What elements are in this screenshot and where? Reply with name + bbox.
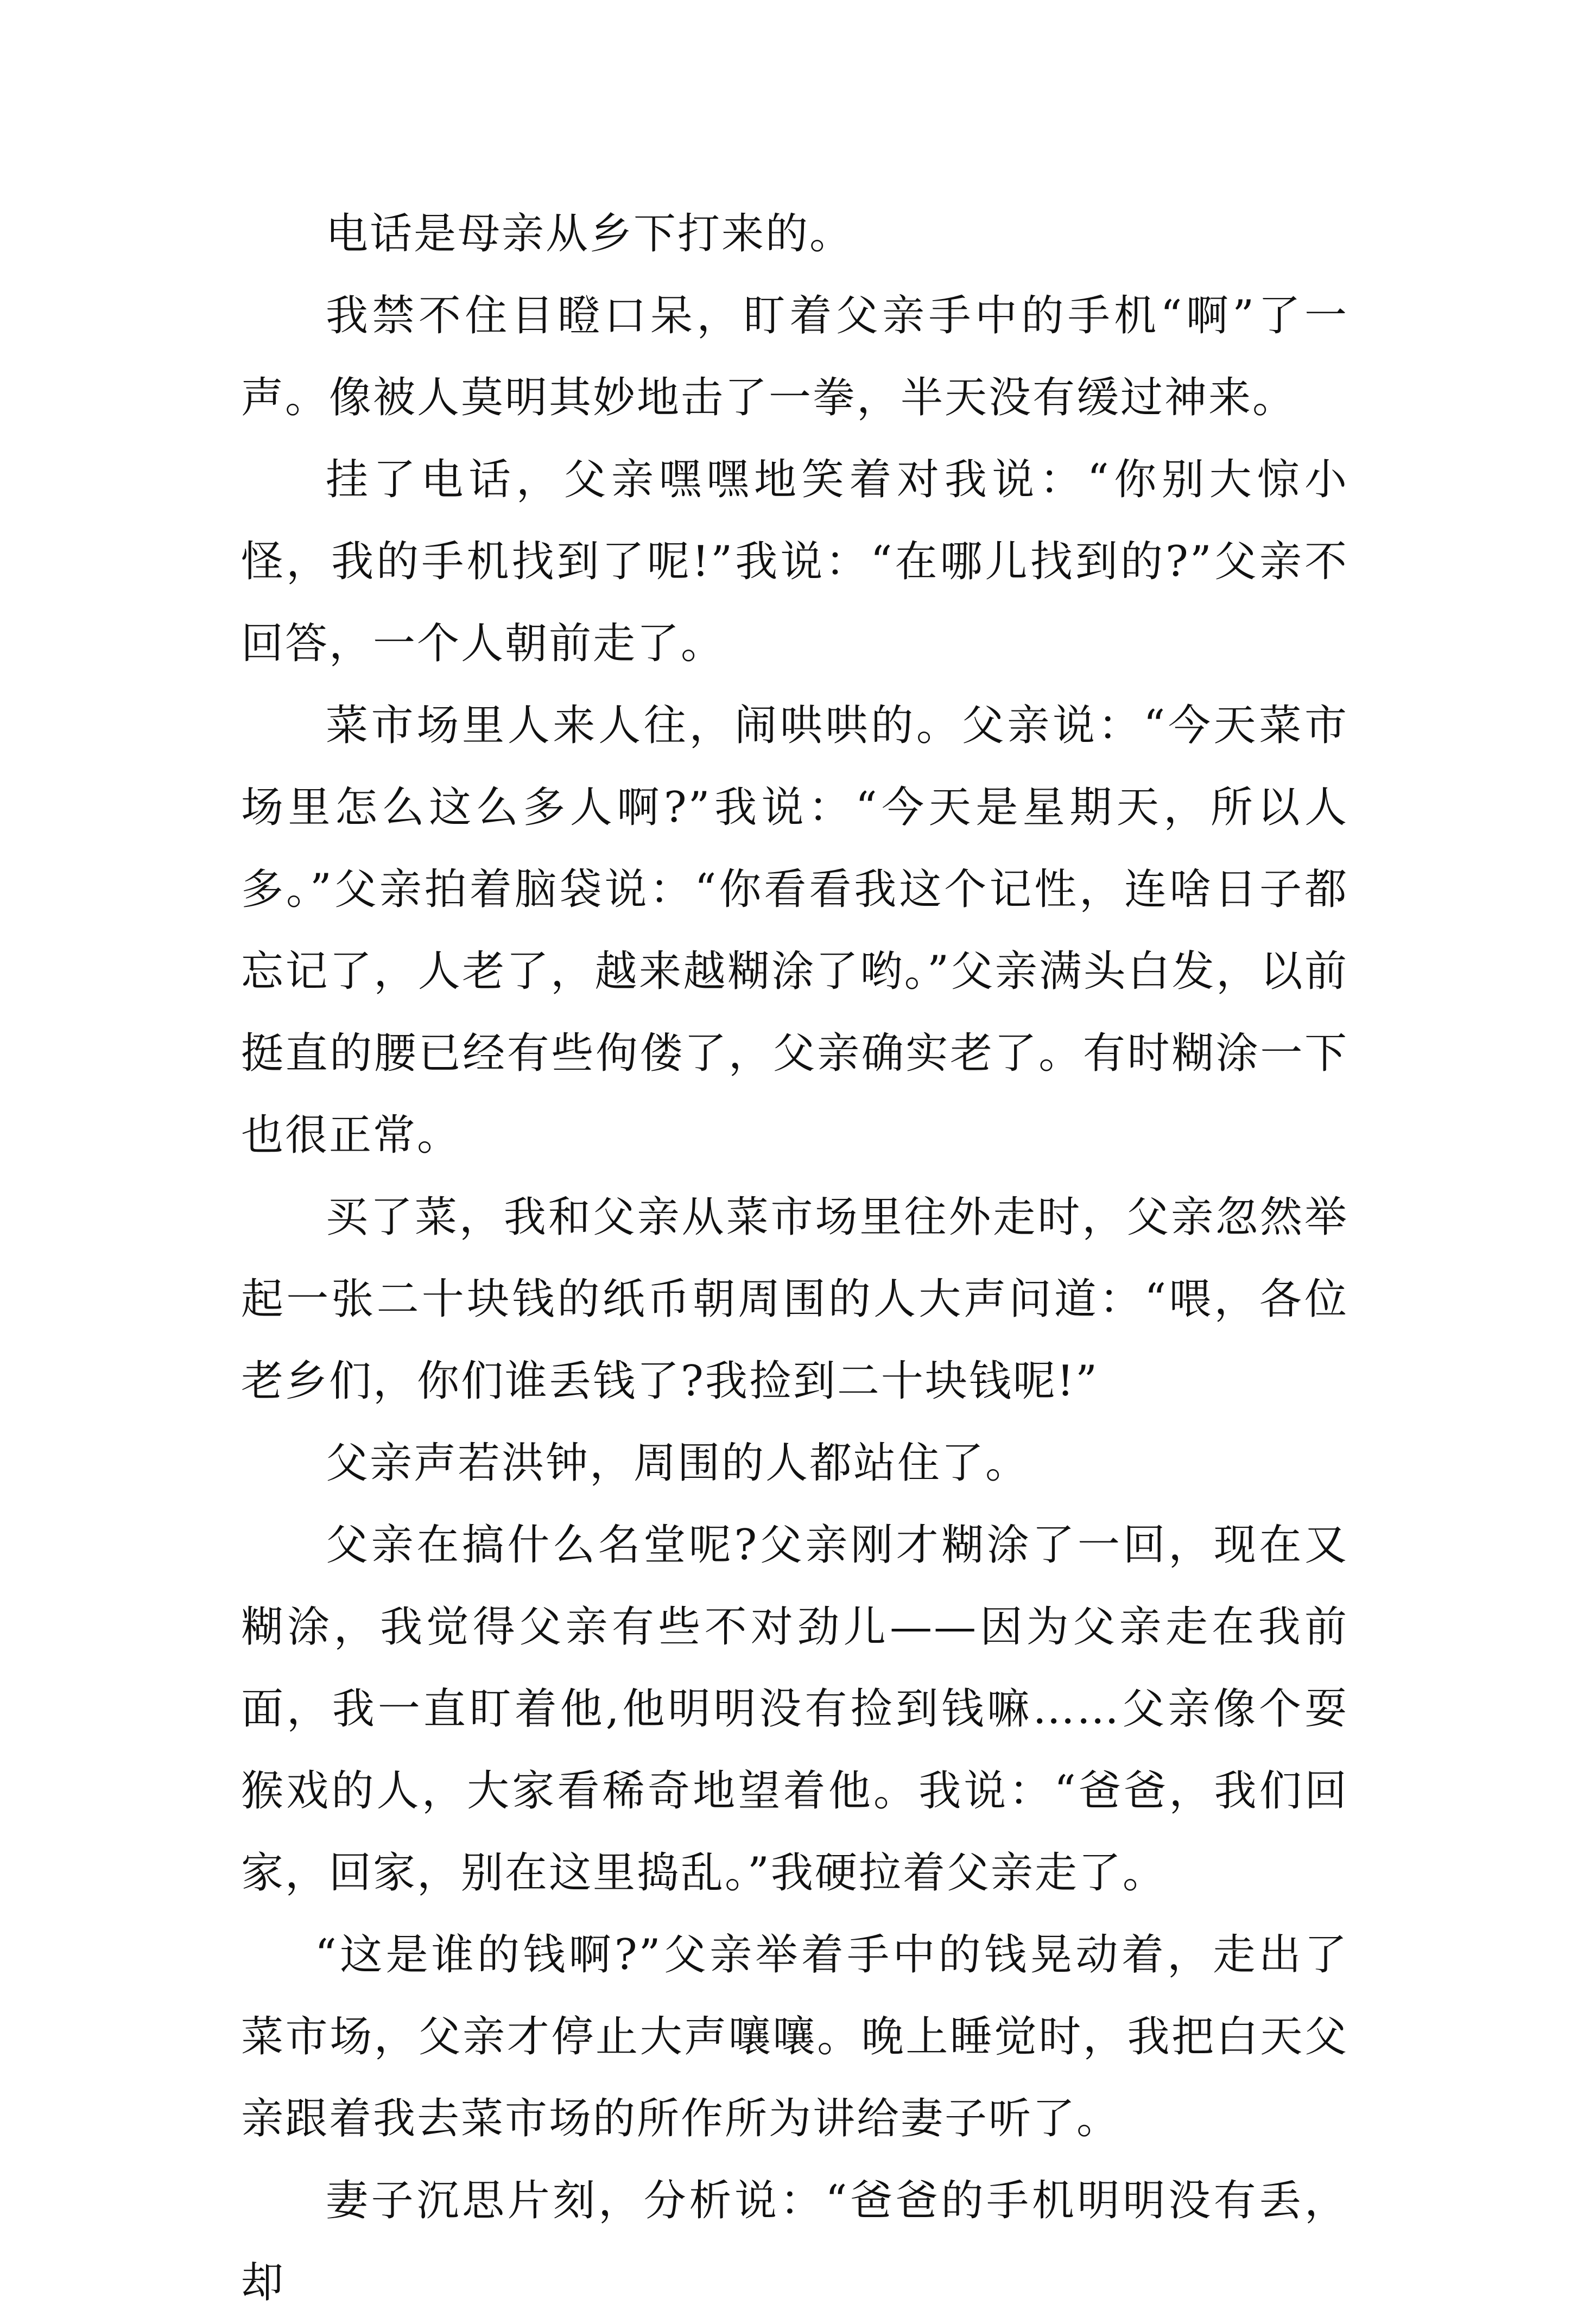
paragraph: 我禁不住目瞪口呆，盯着父亲手中的手机“啊”了一声。像被人莫明其妙地击了一拳，半天没有缓过神来。 bbox=[241, 291, 1348, 422]
paragraph: 父亲声若洪钟，周围的人都站住了。 bbox=[326, 1439, 1030, 1488]
document-body bbox=[241, 193, 1348, 2324]
paragraph: 挂了电话，父亲嘿嘿地笑着对我说：“你别大惊小怪，我的手机找到了呢!”我说：“在哪儿找到的?”父亲不回答，一个人朝前走了。 bbox=[241, 455, 1348, 668]
paragraph: “这是谁的钱啊?”父亲举着手中的钱晃动着，走出了菜市场，父亲才停止大声嚷嚷。晚上睡觉时，我把白天父亲跟着我去菜市场的所作所为讲给妻子听了。 bbox=[241, 1931, 1348, 2143]
paragraph: 买了菜，我和父亲从菜市场里往外走时，父亲忽然举起一张二十块钱的纸币朝周围的人大声问道：“喂，各位老乡们，你们谁丢钱了?我捡到二十块钱呢!” bbox=[241, 1193, 1348, 1406]
paragraph: 电话是母亲从乡下打来的。 bbox=[326, 209, 854, 258]
paragraph: 父亲在搞什么名堂呢?父亲刚才糊涂了一回，现在又糊涂，我觉得父亲有些不对劲儿——因为父亲走在我前面，我一直盯着他,他明明没有捡到钱嘛……父亲像个耍猴戏的人，大家看稀奇地望着他。我说：“爸爸，我们回家，回家，别在这里捣乱。”我硬拉着父亲走了。 bbox=[241, 1521, 1348, 1897]
paragraph: 菜市场里人来人往，闹哄哄的。父亲说：“今天菜市场里怎么这么多人啊?”我说：“今天是星期天，所以人多。”父亲拍着脑袋说：“你看看我这个记性，连啥日子都忘记了，人老了，越来越糊涂了哟。”父亲满头白发，以前挺直的腰已经有些佝偻了，父亲确实老了。有时糊涂一下也很正常。 bbox=[241, 701, 1348, 1160]
paragraph: 妻子沉思片刻，分析说：“爸爸的手机明明没有丢，却 bbox=[241, 2176, 1348, 2307]
